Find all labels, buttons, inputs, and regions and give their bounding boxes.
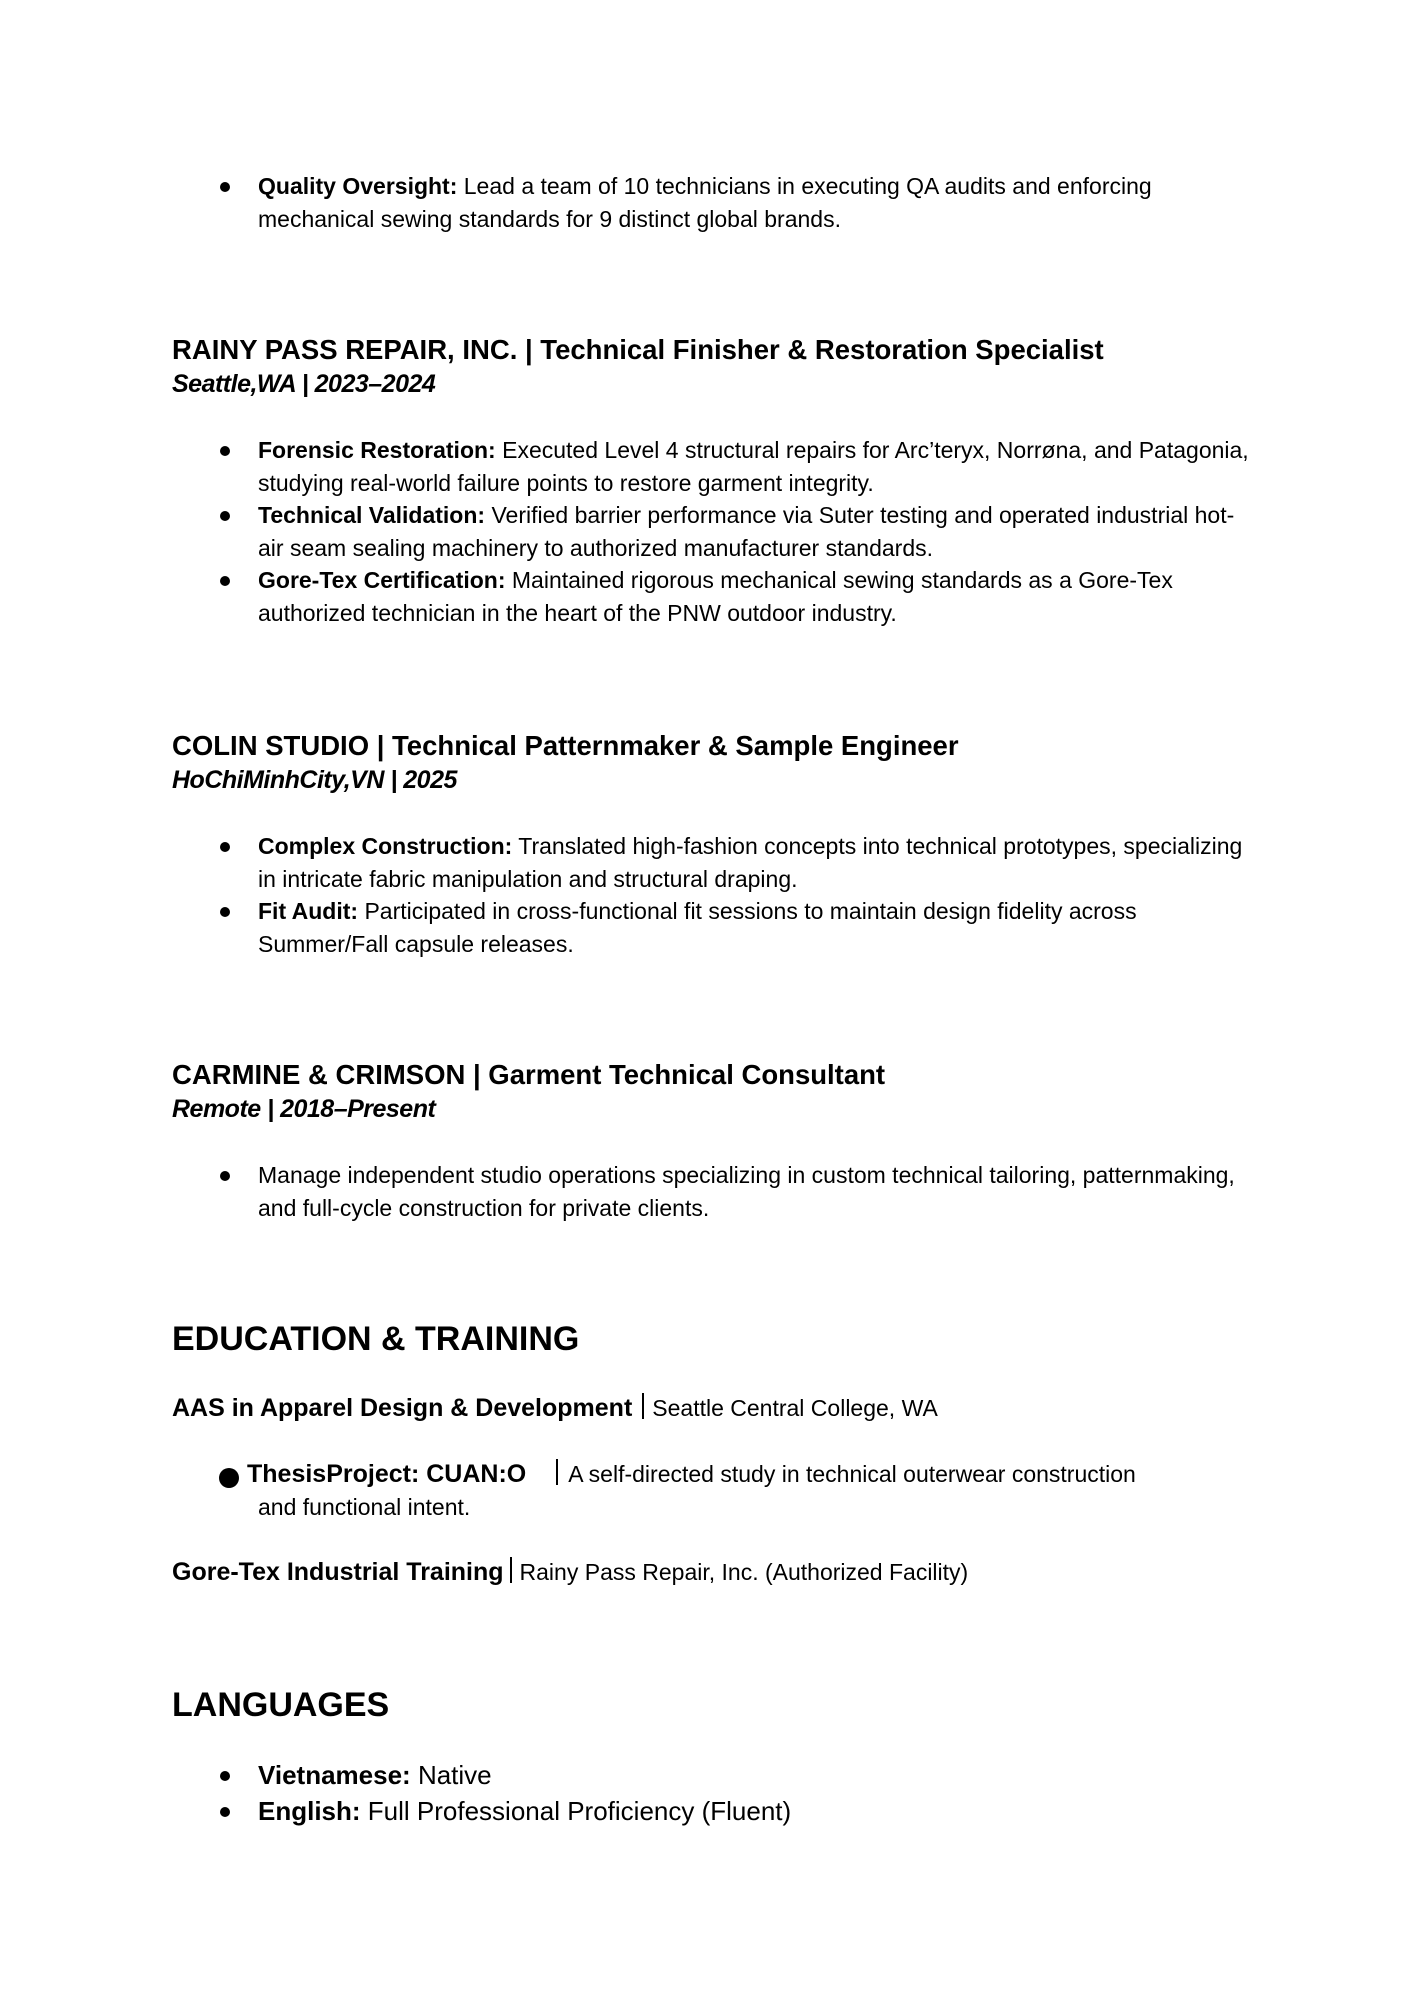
language-label: English: <box>258 1796 361 1826</box>
job-bullets <box>172 1159 1252 1224</box>
bullet-text: Manage independent studio operations specializing in custom technical tailoring, patternmaking, and full-cycle construction for private clients. <box>258 1162 1235 1221</box>
section-education <box>172 1318 1252 1360</box>
list-item <box>172 170 1252 235</box>
bullet-label: Forensic Restoration: <box>258 437 496 463</box>
bullet-text: Lead a team of 10 technicians in executing QA audits and enforcing mechanical sewing standards for 9 distinct global brands. <box>258 173 1152 232</box>
bullet-icon <box>220 446 230 456</box>
bullet-icon <box>220 511 230 521</box>
education-thesis <box>172 1459 1252 1529</box>
job-bullets <box>172 830 1252 960</box>
education-degree <box>172 1393 938 1423</box>
bullet-label: Technical Validation: <box>258 502 486 528</box>
list-item <box>172 564 1252 629</box>
list-item <box>172 499 1252 564</box>
job-title: RAINY PASS REPAIR, INC. | Technical Finisher & Restoration Specialist <box>172 334 1104 365</box>
bullet-text: Participated in cross-functional fit sessions to maintain design fidelity across Summer/Fall capsule releases. <box>258 898 1137 957</box>
job-bullets <box>172 434 1252 629</box>
thesis-detail-cont: and functional intent. <box>258 1494 471 1520</box>
bullet-icon <box>220 1171 230 1181</box>
training-detail: Rainy Pass Repair, Inc. (Authorized Facility) <box>519 1559 969 1585</box>
languages-list <box>172 1757 1252 1829</box>
list-item <box>172 1757 1252 1793</box>
bullet-icon <box>220 907 230 917</box>
bullet-label: Fit Audit: <box>258 898 359 924</box>
section-languages <box>172 1684 1252 1726</box>
separator <box>510 1557 512 1583</box>
bullet-icon <box>220 576 230 586</box>
list-item <box>172 830 1252 895</box>
job-location-dates: HoChiMinhCity,VN | 2025 <box>172 766 457 794</box>
job-location-dates: Remote | 2018–Present <box>172 1095 436 1123</box>
bullet-text: Translated high-fashion concepts into technical prototypes, specializing in intricate fabric manipulation and structural draping. <box>258 833 1243 892</box>
job-entry-rainy-pass <box>172 332 1252 400</box>
bullet-icon <box>219 1468 239 1488</box>
job-title: COLIN STUDIO | Technical Patternmaker & Sample Engineer <box>172 730 959 761</box>
bullet-icon <box>220 842 230 852</box>
list-item <box>172 895 1252 960</box>
section-heading: EDUCATION & TRAINING <box>172 1320 580 1358</box>
bullet-label: Gore-Tex Certification: <box>258 567 506 593</box>
list-item <box>172 434 1252 499</box>
separator <box>556 1459 558 1485</box>
education-training <box>172 1557 968 1587</box>
thesis-detail: A self-directed study in technical outerwear construction <box>568 1461 1136 1487</box>
bullet-icon <box>220 1771 230 1781</box>
bullet-text: Maintained rigorous mechanical sewing standards as a Gore-Tex authorized technician in the heart of the PNW outdoor industry. <box>258 567 1173 626</box>
bullet-label: Complex Construction: <box>258 833 513 859</box>
separator <box>642 1393 644 1419</box>
degree-name: AAS in Apparel Design & Development <box>172 1394 633 1422</box>
list-item <box>172 1793 1252 1829</box>
job-location-dates: Seattle,WA | 2023–2024 <box>172 370 436 398</box>
language-level: Full Professional Proficiency (Fluent) <box>360 1796 792 1826</box>
bullet-text: Executed Level 4 structural repairs for Arc’teryx, Norrøna, and Patagonia, studying real-world failure points to restore garment integrity. <box>258 437 1249 496</box>
training-name: Gore-Tex Industrial Training <box>172 1558 504 1586</box>
language-level: Native <box>410 1760 492 1790</box>
bullet-text: Verified barrier performance via Suter testing and operated industrial hot-air seam sealing machinery to authorized manufacturer standards. <box>258 502 1235 561</box>
degree-school: Seattle Central College, WA <box>652 1395 938 1421</box>
list-item <box>172 1159 1252 1224</box>
bullet-icon <box>220 182 230 192</box>
job-entry-colin-studio <box>172 728 1252 796</box>
job-entry-carmine-crimson <box>172 1057 1252 1125</box>
top-bullet-list <box>172 170 1252 235</box>
bullet-icon <box>220 1807 230 1817</box>
thesis-label: ThesisProject: CUAN:O <box>247 1460 527 1488</box>
bullet-label: Quality Oversight: <box>258 173 458 199</box>
job-title: CARMINE & CRIMSON | Garment Technical Consultant <box>172 1059 886 1090</box>
language-label: Vietnamese: <box>258 1760 411 1790</box>
section-heading: LANGUAGES <box>172 1686 390 1724</box>
